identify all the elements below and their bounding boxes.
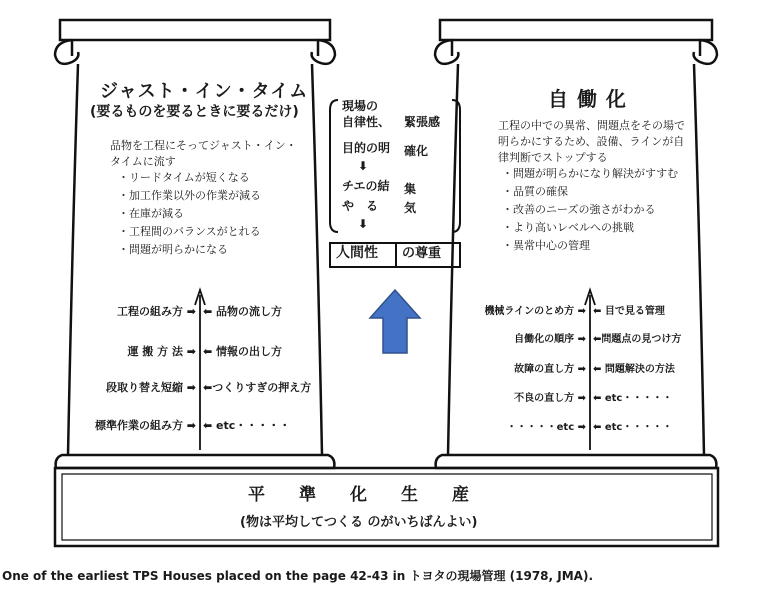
right-bullet: ・より高いレベルへの挑戦	[502, 221, 634, 234]
base-subtitle: (物は平均してつくる のがいちばんよい)	[240, 515, 478, 530]
center-line-right: 緊張感	[404, 115, 441, 129]
center-line-right: 気	[404, 201, 417, 215]
right-pillar-title: 自 働 化	[548, 87, 627, 111]
right-row-left: 故障の直し方 ➡	[514, 364, 586, 375]
down-arrow-icon: ⬇	[358, 159, 369, 173]
left-row-left: 運 搬 方 法 ➡	[127, 345, 196, 358]
left-bullet: ・リードタイムが短くなる	[118, 171, 250, 184]
left-row-right: ⬅ 情報の出し方	[203, 345, 283, 358]
right-capital-top	[440, 20, 712, 40]
right-row-left: 機械ラインのとめ方 ➡	[484, 306, 586, 317]
center-line: 現場の	[342, 99, 379, 113]
right-row-right: ⬅ 問題解決の方法	[593, 364, 675, 375]
caption: One of the earliest TPS Houses placed on the page 42-43 in トヨタの現場管理 (1978, JMA).	[2, 569, 594, 583]
left-pillar-subtitle: (要るものを要るときに要るだけ)	[90, 104, 299, 120]
respect-box-left: 人間性	[336, 245, 378, 261]
left-row-left: 工程の組み方 ➡	[116, 305, 196, 318]
center-line: 目的の明	[342, 141, 391, 155]
right-row-right: ⬅ 目で見る管理	[593, 306, 665, 317]
left-capital-top	[60, 20, 330, 40]
left-pillar-title: ジャスト・イン・タイム	[100, 81, 309, 102]
left-row-right: ⬅つくりすぎの押え方	[203, 381, 312, 394]
right-bullet: ・品質の確保	[502, 185, 568, 198]
right-row-right: ⬅ etc・・・・・	[593, 422, 673, 433]
left-pillar-description: 品物を工程にそってジャスト・イン・タイムに流す	[110, 139, 297, 168]
right-row-left: 自働化の順序 ➡	[514, 334, 586, 345]
right-row-right: ⬅問題点の見つけ方	[593, 334, 682, 345]
right-bullet: ・改善のニーズの強さがわかる	[502, 203, 656, 216]
left-capital-scroll-left	[55, 40, 78, 64]
right-bullet: ・異常中心の管理	[502, 239, 590, 252]
left-bullet: ・工程間のバランスがとれる	[118, 225, 261, 238]
center-line-right: 確化	[404, 144, 429, 158]
left-capital-scroll-right	[312, 40, 335, 64]
right-pillar-description: 工程の中での異常、問題点をその場で明らかにするため、設備、ラインが自律判断でストップする	[498, 119, 685, 164]
right-row-left: 不良の直し方 ➡	[514, 393, 586, 404]
right-row-right: ⬅ etc・・・・・	[593, 393, 673, 404]
center-line: 自律性、	[342, 115, 391, 129]
center-line: や る	[342, 199, 379, 213]
right-row-left: ・・・・・etc ➡	[506, 422, 586, 433]
left-row-right: ⬅ 品物の流し方	[203, 305, 283, 318]
right-bullet: ・問題が明らかになり解決がすすむ	[502, 167, 679, 180]
upward-arrow	[370, 290, 420, 353]
left-bullet: ・加工作業以外の作業が減る	[118, 189, 261, 202]
center-line: チエの結	[342, 179, 390, 193]
left-shaft-right	[312, 64, 322, 455]
left-row-left: 標準作業の組み方 ➡	[94, 419, 196, 432]
left-row-right: ⬅ etc・・・・・	[203, 419, 291, 432]
center-line-right: 集	[404, 182, 417, 196]
left-bullet: ・在庫が減る	[118, 207, 184, 220]
left-shaft-left	[68, 64, 78, 455]
respect-box-right: の尊重	[402, 246, 442, 261]
base-title: 平 準 化 生 産	[248, 485, 469, 505]
down-arrow-icon: ⬇	[358, 217, 369, 231]
left-bullet: ・問題が明らかになる	[118, 243, 228, 256]
left-row-left: 段取り替え短縮 ➡	[105, 381, 196, 394]
base-platform	[55, 468, 718, 546]
